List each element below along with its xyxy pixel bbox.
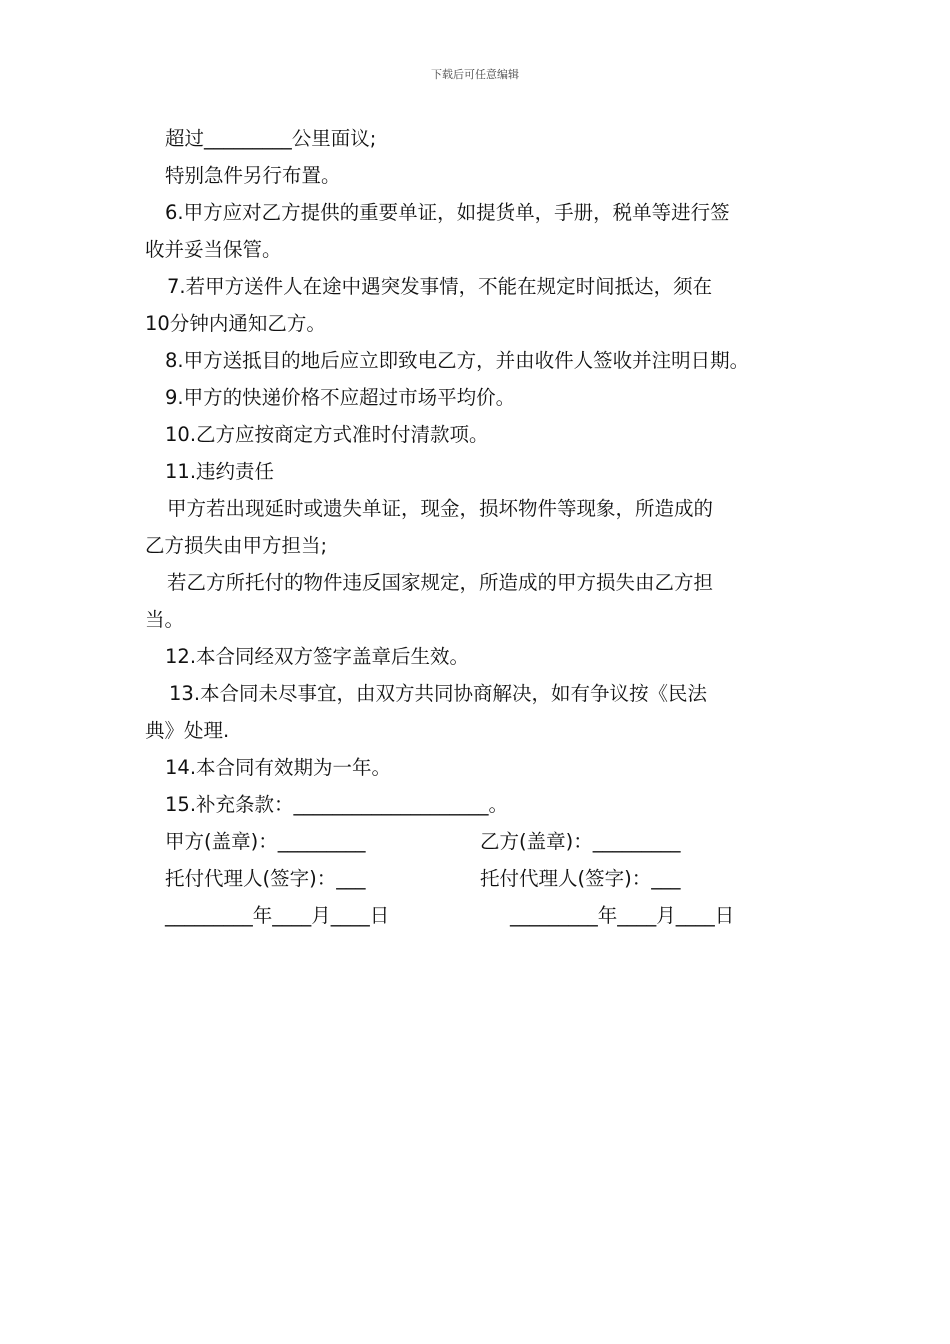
clause-line: 超过_________公里面议; — [165, 127, 377, 150]
clause-line: 8.甲方送抵目的地后应立即致电乙方，并由收件人签收并注明日期。 — [165, 349, 750, 372]
clause-line: 乙方损失由甲方担当; — [145, 534, 328, 557]
clause-line: 13.本合同未尽事宜，由双方共同协商解决，如有争议按《民法 — [169, 682, 708, 705]
signature-seal-row — [145, 823, 825, 860]
clause-line: 当。 — [145, 608, 185, 631]
clause-line: 特别急件另行布置。 — [165, 164, 341, 187]
clause-list — [145, 120, 825, 823]
contract-body — [145, 120, 825, 934]
party-b-date: _________年____月____日 — [510, 904, 735, 927]
party-a-agent: 托付代理人(签字)：___ — [165, 867, 366, 890]
signature-date-row — [145, 897, 825, 934]
clause-line: 典》处理. — [145, 719, 230, 742]
clause-line: 6.甲方应对乙方提供的重要单证，如提货单，手册，税单等进行签 — [165, 201, 730, 224]
signature-agent-row — [145, 860, 825, 897]
party-a-seal: 甲方(盖章)：_________ — [165, 830, 366, 853]
clause-line: 若乙方所托付的物件违反国家规定，所造成的甲方损失由乙方担 — [167, 571, 714, 594]
clause-line: 12.本合同经双方签字盖章后生效。 — [165, 645, 470, 668]
clause-line: 14.本合同有效期为一年。 — [165, 756, 392, 779]
clause-line: 甲方若出现延时或遗失单证，现金，损坏物件等现象，所造成的 — [167, 497, 714, 520]
page-header: 下载后可任意编辑 — [431, 68, 519, 81]
clause-line: 10.乙方应按商定方式准时付清款项。 — [165, 423, 489, 446]
party-a-date: _________年____月____日 — [165, 904, 390, 927]
party-b-agent: 托付代理人(签字)：___ — [480, 867, 681, 890]
clause-line: 7.若甲方送件人在途中遇突发事情，不能在规定时间抵达，须在 — [167, 275, 713, 298]
clause-line: 收并妥当保管。 — [145, 238, 282, 261]
clause-line: 10分钟内通知乙方。 — [145, 312, 326, 335]
clause-line: 11.违约责任 — [165, 460, 275, 483]
clause-line: 9.甲方的快递价格不应超过市场平均价。 — [165, 386, 516, 409]
clause-line: 15.补充条款：____________________。 — [165, 793, 509, 816]
party-b-seal: 乙方(盖章)：_________ — [480, 830, 681, 853]
